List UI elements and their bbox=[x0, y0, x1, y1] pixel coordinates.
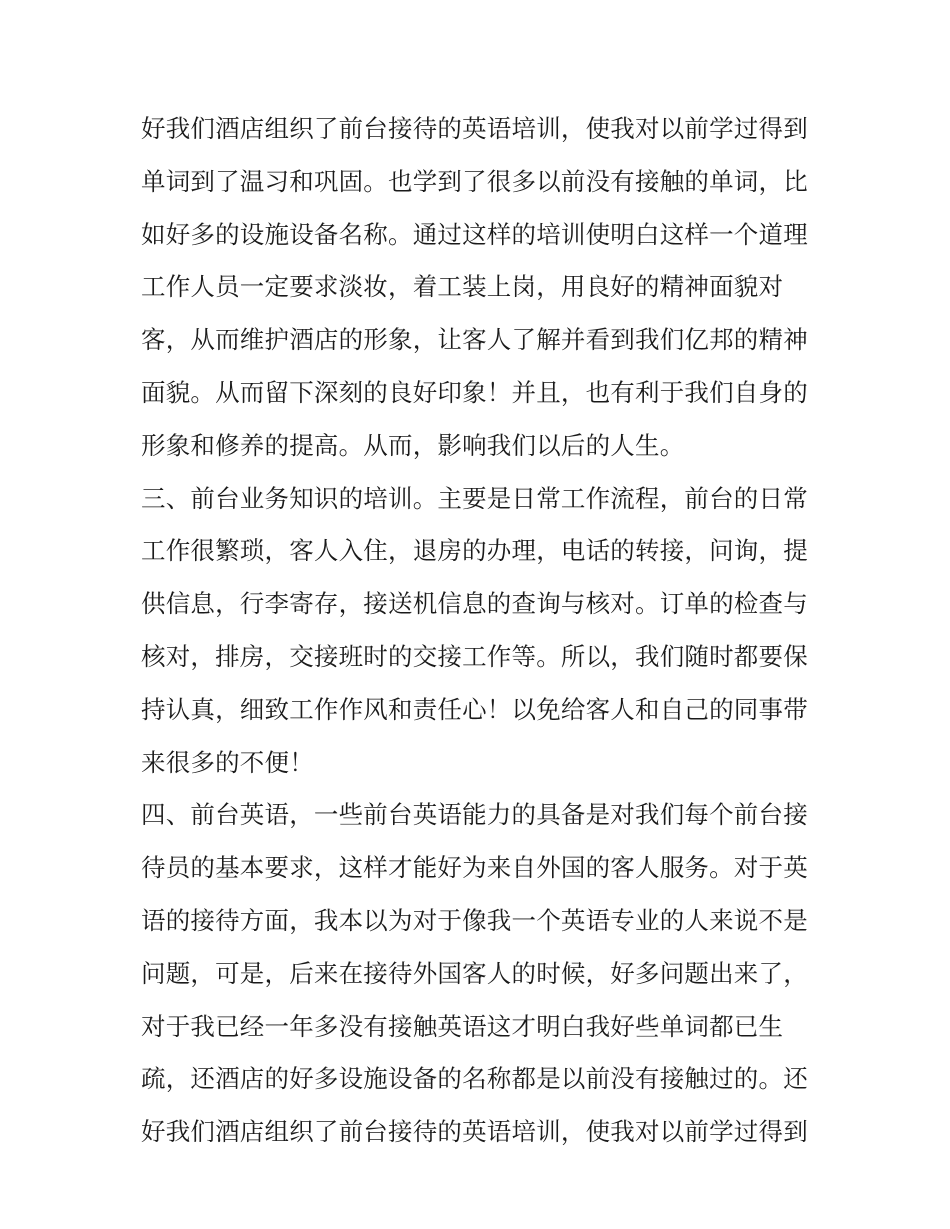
text-line: 工作人员一定要求淡妆，着工装上岗，用良好的精神面貌对 bbox=[141, 272, 784, 302]
text-line: 客，从而维护酒店的形象，让客人了解并看到我们亿邦的精神 bbox=[141, 325, 808, 355]
text-line: 来很多的不便！ bbox=[141, 747, 314, 777]
text-line: 好我们酒店组织了前台接待的英语培训，使我对以前学过得到 bbox=[141, 114, 808, 143]
text-line: 工作很繁琐，客人入住，退房的办理，电话的转接，问询，提 bbox=[141, 536, 808, 566]
section-four-heading-line: 四、前台英语，一些前台英语能力的具备是对我们每个前台接 bbox=[141, 800, 808, 830]
text-line: 供信息，行李寄存，接送机信息的查询与核对。订单的检查与 bbox=[141, 589, 808, 619]
text-line: 如好多的设施设备名称。通过这样的培训使明白这样一个道理 bbox=[141, 219, 808, 249]
text-line: 面貌。从而留下深刻的良好印象！并且，也有利于我们自身的 bbox=[141, 377, 808, 407]
text-line: 问题，可是，后来在接待外国客人的时候，好多问题出来了， bbox=[141, 958, 808, 988]
text-line: 单词到了温习和巩固。也学到了很多以前没有接触的单词，比 bbox=[141, 166, 808, 196]
text-line: 待员的基本要求，这样才能好为来自外国的客人服务。对于英 bbox=[141, 853, 808, 883]
text-line: 对于我已经一年多没有接触英语这才明白我好些单词都已生 bbox=[141, 1011, 784, 1041]
text-line: 语的接待方面，我本以为对于像我一个英语专业的人来说不是 bbox=[141, 905, 808, 935]
text-line: 好我们酒店组织了前台接待的英语培训，使我对以前学过得到 bbox=[141, 1117, 808, 1147]
section-three-heading-line: 三、前台业务知识的培训。主要是日常工作流程，前台的日常 bbox=[141, 483, 808, 513]
text-line: 形象和修养的提高。从而，影响我们以后的人生。 bbox=[141, 430, 685, 460]
body-text bbox=[141, 103, 821, 1159]
text-line: 核对，排房，交接班时的交接工作等。所以，我们随时都要保 bbox=[141, 641, 808, 671]
text-line: 疏，还酒店的好多设施设备的名称都是以前没有接触过的。还 bbox=[141, 1064, 808, 1094]
text-line: 持认真，细致工作作风和责任心！以免给客人和自己的同事带 bbox=[141, 694, 808, 724]
